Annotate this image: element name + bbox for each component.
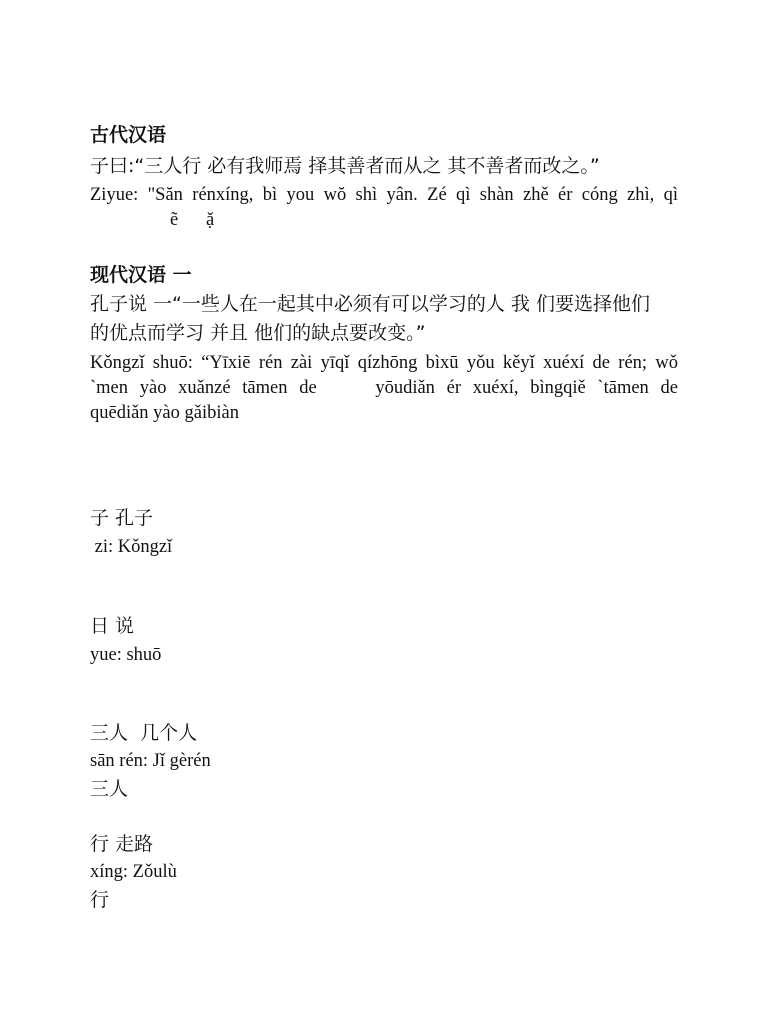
- modern-sentence-line-1: 孔子说 一“一些人在一起其中必须有可以学习的人 我 们要选择他们: [90, 293, 650, 315]
- modern-pinyin-line-2: `men yào xuǎnzé tāmen de yōudiǎn ér xuéxí, bìngqiě `tāmen de: [90, 378, 678, 398]
- vocab-pinyin: sān rén: Jǐ gèrén: [90, 751, 211, 771]
- classical-pinyin-line-2: ẽ ặ: [170, 210, 215, 230]
- vocab-term: 行 走路: [90, 833, 154, 855]
- vocab-pinyin: zi: Kǒngzǐ: [90, 537, 173, 557]
- modern-pinyin-line-3: quēdiǎn yào gǎibiàn: [90, 403, 239, 423]
- modern-heading: 现代汉语 一: [90, 264, 192, 286]
- vocab-pinyin: yue: shuō: [90, 645, 162, 665]
- vocab-extra: 三人: [90, 778, 129, 800]
- classical-pinyin-line-1: Ziyue: "Săn rénxíng, bì you wŏ shì yân. Zé qì shàn zhě ér cóng zhì, qì: [90, 185, 678, 205]
- classical-heading: 古代汉语: [90, 124, 167, 146]
- modern-sentence-line-2: 的优点而学习 并且 他们的缺点要改变。”: [90, 322, 426, 344]
- vocab-extra: 行: [90, 889, 110, 911]
- vocab-term: 日 说: [90, 615, 135, 637]
- modern-pinyin-line-1: Kǒngzǐ shuō: “Yīxiē rén zài yīqǐ qízhōng bìxū yǒu kěyǐ xuéxí de rén; wǒ: [90, 353, 678, 373]
- vocab-term: 三人 几个人: [90, 722, 198, 744]
- vocab-pinyin: xíng: Zǒulù: [90, 862, 177, 882]
- classical-sentence: 子曰:“三人行 必有我师焉 择其善者而从之 其不善者而改之。”: [90, 155, 600, 177]
- vocab-term: 子 孔子: [90, 507, 154, 529]
